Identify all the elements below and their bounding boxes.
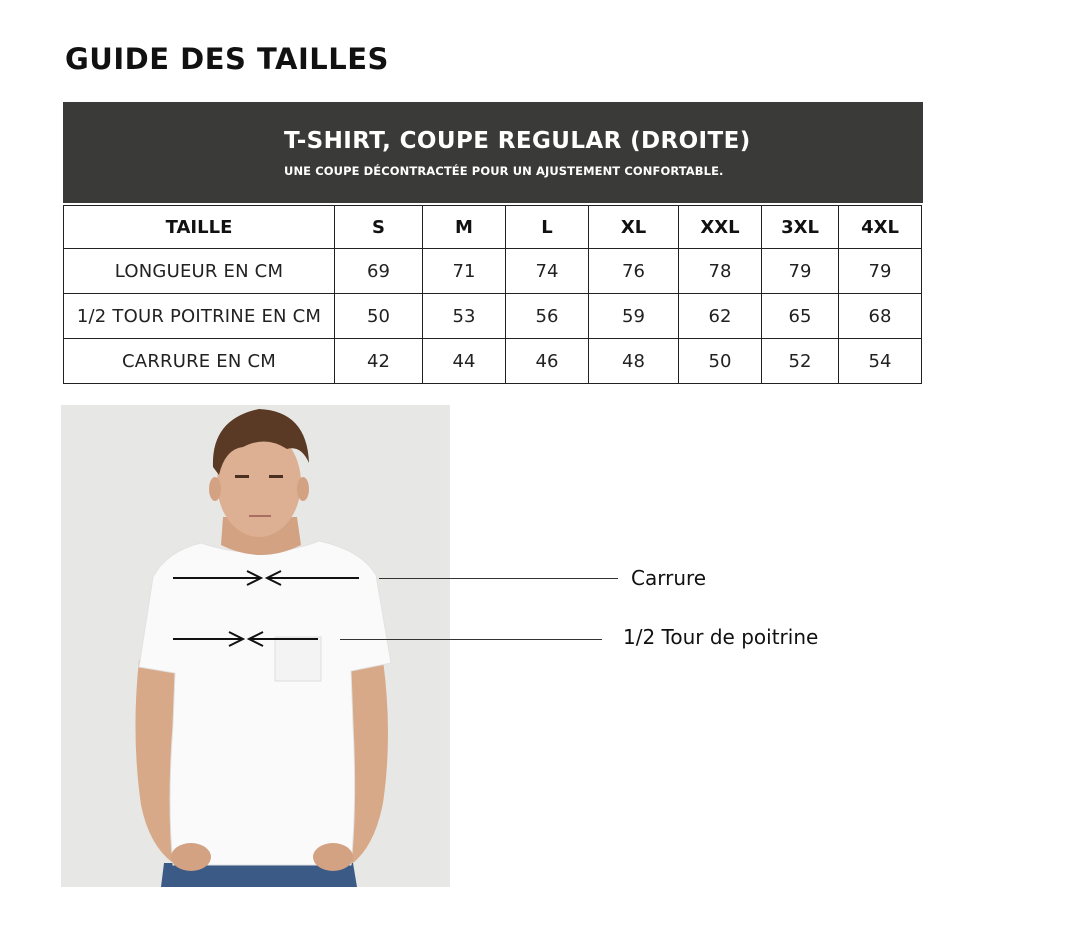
table-cell: 50: [679, 339, 762, 384]
table-cell: 53: [423, 294, 506, 339]
table-cell: 56: [506, 294, 589, 339]
chest-callout-line: [340, 639, 602, 640]
model-photo: [61, 405, 450, 887]
size-header-cell: M: [423, 206, 506, 249]
table-cell: 78: [679, 249, 762, 294]
table-row-length: [64, 249, 922, 294]
chest-callout-label: 1/2 Tour de poitrine: [623, 625, 819, 649]
table-cell: 76: [589, 249, 679, 294]
product-banner: [63, 102, 923, 203]
table-cell: 62: [679, 294, 762, 339]
size-table: [63, 205, 922, 384]
table-cell: 59: [589, 294, 679, 339]
table-cell: 52: [762, 339, 839, 384]
table-cell: 68: [839, 294, 922, 339]
table-cell: 54: [839, 339, 922, 384]
table-row-shoulders: [64, 339, 922, 384]
row-label: CARRURE EN CM: [64, 339, 335, 384]
size-header-cell: 3XL: [762, 206, 839, 249]
size-header-label: TAILLE: [64, 206, 335, 249]
table-cell: 71: [423, 249, 506, 294]
table-cell: 44: [423, 339, 506, 384]
table-cell: 69: [335, 249, 423, 294]
table-cell: 79: [762, 249, 839, 294]
size-header-cell: 4XL: [839, 206, 922, 249]
size-header-cell: S: [335, 206, 423, 249]
table-cell: 79: [839, 249, 922, 294]
banner-subtitle: UNE COUPE DÉCONTRACTÉE POUR UN AJUSTEMENT CONFORTABLE.: [284, 164, 724, 178]
table-cell: 48: [589, 339, 679, 384]
row-label: 1/2 TOUR POITRINE EN CM: [64, 294, 335, 339]
table-cell: 46: [506, 339, 589, 384]
size-header-cell: L: [506, 206, 589, 249]
table-cell: 50: [335, 294, 423, 339]
banner-title: T-SHIRT, COUPE REGULAR (DROITE): [284, 128, 751, 154]
row-label: LONGUEUR EN CM: [64, 249, 335, 294]
table-cell: 65: [762, 294, 839, 339]
shoulders-callout-label: Carrure: [631, 566, 707, 590]
size-header-row: [64, 206, 922, 249]
shoulders-callout-line: [379, 578, 618, 579]
table-row-chest: [64, 294, 922, 339]
table-cell: 42: [335, 339, 423, 384]
page-title: GUIDE DES TAILLES: [65, 42, 389, 76]
table-cell: 74: [506, 249, 589, 294]
size-header-cell: XL: [589, 206, 679, 249]
size-header-cell: XXL: [679, 206, 762, 249]
